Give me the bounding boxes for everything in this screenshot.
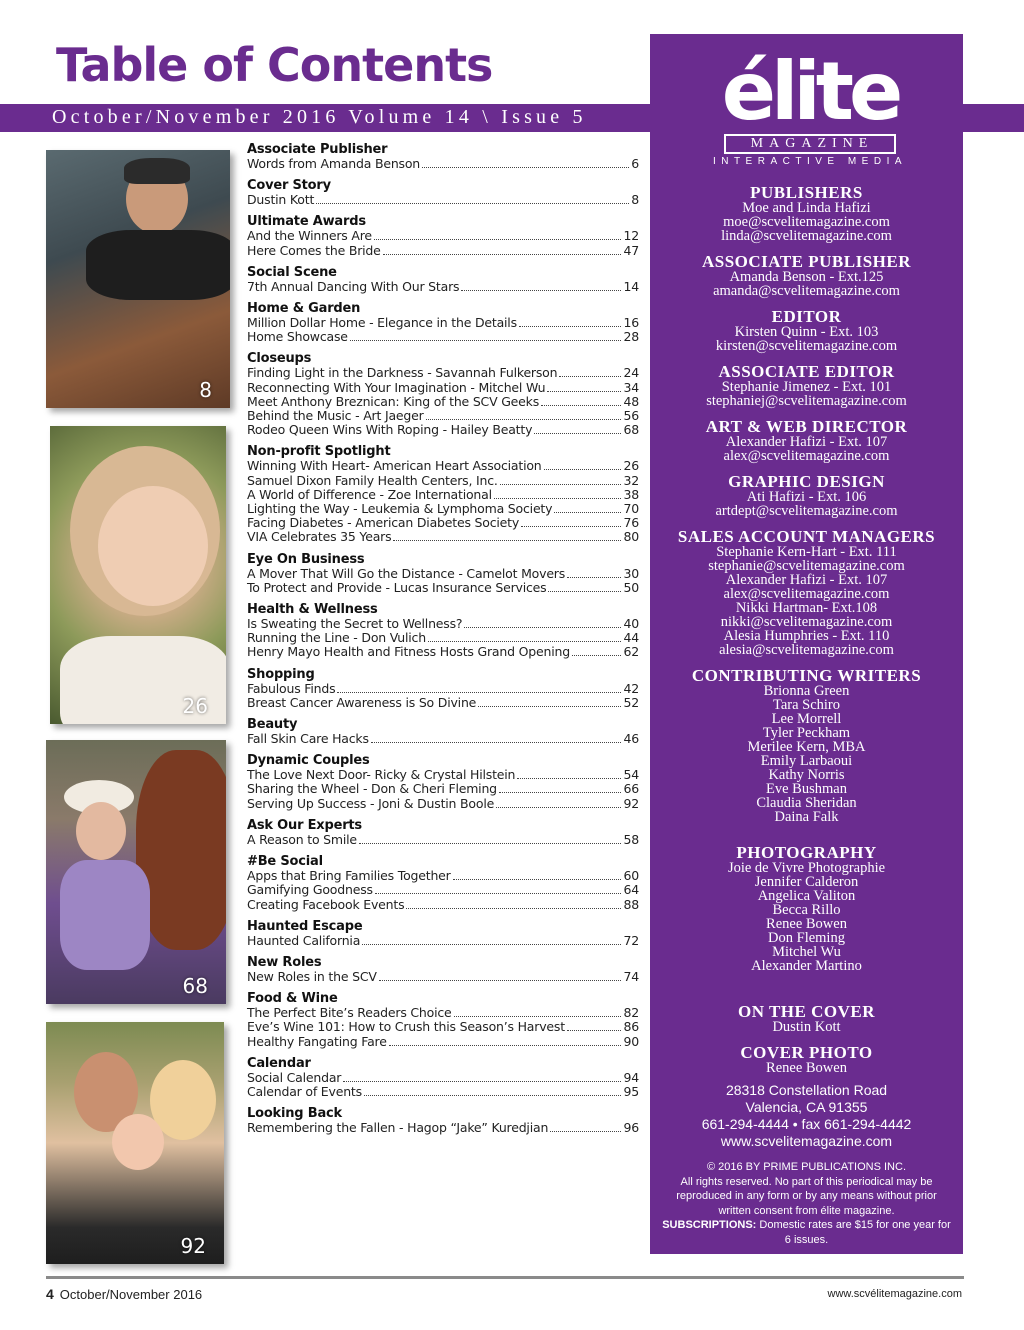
toc-entry-page: 44: [623, 630, 639, 646]
toc-entry-title: Social Calendar: [247, 1069, 342, 1085]
toc-entry-page: 47: [623, 242, 639, 258]
staff-heading: PHOTOGRAPHY: [736, 843, 877, 862]
dot-leader: [383, 244, 622, 255]
address-line: 28318 Constellation Road: [725, 1082, 888, 1098]
legal-notice: [660, 1160, 953, 1247]
toc-entry[interactable]: [247, 409, 639, 423]
toc-entry-title: Facing Diabetes - American Diabetes Society: [247, 515, 520, 531]
staff-name: Renee Bowen: [766, 916, 847, 932]
dot-leader: [567, 1020, 622, 1031]
contact-info: [650, 1082, 963, 1150]
toc-section: [247, 602, 639, 660]
toc-entry-page: 74: [623, 968, 639, 984]
staff-heading: ART & WEB DIRECTOR: [705, 417, 908, 436]
toc-entry-title: Creating Facebook Events: [247, 896, 405, 912]
staff-name: Brionna Green: [763, 683, 850, 699]
dot-leader: [496, 797, 621, 808]
dot-leader: [422, 157, 629, 168]
staff-block: [650, 473, 963, 518]
staff-block: [650, 1003, 963, 1034]
toc-section: [247, 552, 639, 595]
toc-entry-title: 7th Annual Dancing With Our Stars: [247, 278, 460, 294]
dot-leader: [559, 366, 621, 377]
staff-name: Ati Hafizi - Ext. 106: [746, 489, 867, 505]
dot-leader: [379, 970, 622, 981]
dot-leader: [350, 330, 622, 341]
toc-section: [247, 351, 639, 437]
toc-entry-page: 8: [631, 192, 639, 208]
staff-email[interactable]: moe@scvelitemagazine.com: [723, 214, 890, 230]
toc-entry-title: Rodeo Queen Wins With Roping - Hailey Beatty: [247, 422, 533, 438]
dot-leader: [499, 782, 622, 793]
dot-leader: [544, 459, 622, 470]
staff-heading: PUBLISHERS: [750, 183, 863, 202]
staff-name: Becca Rillo: [772, 902, 841, 918]
toc-section-title: Shopping: [247, 666, 315, 682]
toc-entry[interactable]: [247, 934, 639, 948]
masthead-panel: [650, 34, 963, 1254]
toc-entry[interactable]: [247, 1020, 639, 1034]
toc-section-title: Looking Back: [247, 1106, 342, 1122]
toc-entry[interactable]: [247, 617, 639, 631]
staff-heading: ASSOCIATE EDITOR: [718, 362, 895, 381]
staff-heading: SALES ACCOUNT MANAGERS: [677, 527, 936, 546]
toc-entry[interactable]: [247, 280, 639, 294]
staff-name: Kathy Norris: [768, 767, 845, 783]
staff-block: [650, 253, 963, 298]
toc-entry-page: 72: [623, 932, 639, 948]
photo-page-number: 8: [199, 378, 212, 402]
staff-email[interactable]: alesia@scvelitemagazine.com: [719, 642, 894, 658]
toc-section: [247, 818, 639, 847]
toc-entry-title: A Mover That Will Go the Distance - Camelot Movers: [247, 565, 566, 581]
toc-section: [247, 1056, 639, 1099]
toc-entry[interactable]: [247, 244, 639, 258]
dot-leader: [548, 581, 621, 592]
toc-entry-title: Here Comes the Bride: [247, 242, 381, 258]
toc-entry-page: 24: [623, 365, 639, 381]
toc-entry-title: Breast Cancer Awareness is So Divine: [247, 694, 477, 710]
toc-entry-title: Serving Up Success - Joni & Dustin Boole: [247, 795, 495, 811]
toc-entry-page: 54: [623, 767, 639, 783]
toc-entry[interactable]: [247, 898, 639, 912]
toc-section: [247, 444, 639, 544]
staff-name: Amanda Benson - Ext.125: [729, 269, 884, 285]
toc-entry[interactable]: [247, 782, 639, 796]
toc-section: [247, 919, 639, 948]
toc-section: [247, 1106, 639, 1135]
staff-name: Alexander Hafizi - Ext. 107: [725, 572, 888, 588]
dot-leader: [337, 682, 621, 693]
dot-leader: [454, 1006, 622, 1017]
toc-section-title: Closeups: [247, 351, 312, 367]
toc-entry-title: Apps that Bring Families Together: [247, 868, 451, 884]
staff-heading: GRAPHIC DESIGN: [728, 472, 885, 491]
toc-entry[interactable]: [247, 474, 639, 488]
staff-block: [650, 308, 963, 353]
staff-heading: COVER PHOTO: [740, 1043, 873, 1062]
toc-entry-title: Fall Skin Care Hacks: [247, 731, 369, 747]
toc-entry[interactable]: [247, 381, 639, 395]
footer-issue: October/November 2016: [59, 1287, 203, 1302]
toc-entry[interactable]: [247, 395, 639, 409]
dot-leader: [389, 1035, 622, 1046]
toc-entry-title: Remembering the Fallen - Hagop “Jake” Kuredjian: [247, 1120, 549, 1136]
toc-entry[interactable]: [247, 645, 639, 659]
toc-entry-title: Is Sweating the Secret to Wellness?: [247, 616, 463, 632]
photo-cover-story[interactable]: [46, 150, 230, 408]
toc-entry[interactable]: [247, 1121, 639, 1135]
toc-section: [247, 142, 639, 171]
toc-entry[interactable]: [247, 330, 639, 344]
toc-section: [247, 265, 639, 294]
photo-page-number: 92: [180, 1234, 206, 1258]
toc-entry[interactable]: [247, 488, 639, 502]
toc-entry[interactable]: [247, 1085, 639, 1099]
dot-leader: [362, 934, 621, 945]
toc-section: [247, 301, 639, 344]
dot-leader: [500, 474, 622, 485]
staff-name: Nikki Hartman- Ext.108: [735, 600, 878, 616]
toc-entry-title: Calendar of Events: [247, 1083, 362, 1099]
toc-entry[interactable]: [247, 869, 639, 883]
footer-folio: [46, 1286, 202, 1302]
toc-section-title: Dynamic Couples: [247, 753, 370, 769]
staff-name: Jennifer Calderon: [754, 874, 859, 890]
dot-leader: [550, 1121, 621, 1132]
toc-entry[interactable]: [247, 567, 639, 581]
toc-entry-page: 12: [623, 228, 639, 244]
staff-email[interactable]: linda@scvelitemagazine.com: [721, 228, 892, 244]
toc-entry-page: 92: [623, 795, 639, 811]
toc-entry-page: 48: [623, 393, 639, 409]
staff-email[interactable]: stephanie@scvelitemagazine.com: [708, 558, 905, 574]
dot-leader: [406, 898, 621, 909]
staff-name: Lee Morrell: [771, 711, 842, 727]
toc-entry-page: 40: [623, 616, 639, 632]
toc-entry[interactable]: [247, 631, 639, 645]
toc-section: [247, 854, 639, 912]
toc-entry-page: 56: [623, 408, 639, 424]
toc-entry-title: Running the Line - Don Vulich: [247, 630, 426, 646]
toc-section-title: Beauty: [247, 717, 298, 733]
dot-leader: [494, 488, 622, 499]
toc-section-title: Cover Story: [247, 178, 331, 194]
staff-name: Alexander Martino: [751, 958, 862, 974]
photo-child-portrait[interactable]: [50, 426, 226, 724]
toc-entry-title: Winning With Heart- American Heart Association: [247, 458, 542, 474]
toc-entry-page: 46: [623, 731, 639, 747]
dot-leader: [393, 530, 621, 541]
toc-entry-title: Henry Mayo Health and Fitness Hosts Grand Opening: [247, 644, 570, 660]
toc-entry-page: 38: [623, 486, 639, 502]
toc-entry[interactable]: [247, 1035, 639, 1049]
city-line: Valencia, CA 91355: [745, 1099, 868, 1115]
staff-block: [650, 418, 963, 463]
subscriptions-text: [660, 1218, 953, 1247]
toc-entry-title: Sharing the Wheel - Don & Cheri Fleming: [247, 781, 497, 797]
staff-name: Kirsten Quinn - Ext. 103: [734, 324, 879, 340]
logo-tagline: INTERACTIVE MEDIA: [712, 156, 908, 167]
toc-entry-title: New Roles in the SCV: [247, 968, 377, 984]
toc-section-title: #Be Social: [247, 854, 323, 870]
staff-name: Don Fleming: [768, 930, 845, 946]
toc-section-title: New Roles: [247, 954, 322, 970]
toc-entry-title: Eve’s Wine 101: How to Crush this Season’s Harvest: [247, 1019, 565, 1035]
dot-leader: [519, 316, 622, 327]
toc-entry-page: 50: [623, 579, 639, 595]
toc-section-title: Associate Publisher: [247, 142, 388, 157]
staff-name: Stephanie Jimenez - Ext. 101: [721, 379, 892, 395]
page-title: Table of Contents: [56, 38, 493, 92]
toc-entry-title: Million Dollar Home - Elegance in the Details: [247, 315, 517, 331]
dot-leader: [453, 869, 622, 880]
photo-rodeo-queen[interactable]: [46, 740, 226, 1004]
issue-line: October/November 2016 Volume 14 \ Issue 5: [52, 106, 587, 128]
toc-entry-title: Meet Anthony Breznican: King of the SCV Geeks: [247, 393, 540, 409]
staff-email[interactable]: kirsten@scvelitemagazine.com: [715, 338, 898, 354]
staff-heading: CONTRIBUTING WRITERS: [691, 666, 922, 685]
toc-section: [247, 214, 639, 257]
staff-block: [650, 528, 963, 657]
copyright-line: © 2016 BY PRIME PUBLICATIONS INC.: [706, 1161, 907, 1173]
toc-entry-page: 52: [623, 694, 639, 710]
toc-entry[interactable]: [247, 682, 639, 696]
staff-block: [650, 1044, 963, 1075]
toc-entry[interactable]: [247, 459, 639, 473]
toc-entry-page: 68: [623, 422, 639, 438]
toc-section: [247, 717, 639, 746]
toc-entry[interactable]: [247, 1071, 639, 1085]
toc-section-title: Home & Garden: [247, 301, 361, 317]
subscriptions-rates: Domestic rates are $15 for one year for 6 issues.: [759, 1219, 951, 1246]
photo-page-number: 68: [182, 974, 208, 998]
toc-entry-title: And the Winners Are: [247, 228, 372, 244]
dot-leader: [541, 395, 621, 406]
staff-email[interactable]: stephaniej@scvelitemagazine.com: [706, 393, 907, 409]
dot-leader: [534, 423, 621, 434]
footer-rule: [46, 1276, 964, 1279]
toc-entry[interactable]: [247, 157, 639, 171]
toc-entry[interactable]: [247, 502, 639, 516]
dot-leader: [364, 1085, 622, 1096]
toc-entry[interactable]: [247, 768, 639, 782]
photo-family[interactable]: [46, 1022, 224, 1264]
toc-entry-page: 70: [623, 501, 639, 517]
toc-entry-title: Behind the Music - Art Jaeger: [247, 408, 424, 424]
toc-list: [247, 142, 639, 1142]
toc-entry-page: 94: [623, 1069, 639, 1085]
staff-email[interactable]: alex@scvelitemagazine.com: [723, 586, 890, 602]
logo-wordmark: élite: [721, 45, 899, 138]
toc-entry-page: 14: [623, 278, 639, 294]
toc-entry-title: Dustin Kott: [247, 192, 315, 208]
toc-section-title: Eye On Business: [247, 551, 365, 567]
photo-page-number: 26: [182, 694, 208, 718]
toc-entry-page: 86: [623, 1019, 639, 1035]
toc-entry-title: A World of Difference - Zoe International: [247, 486, 492, 502]
toc-entry-title: Healthy Fangating Fare: [247, 1033, 387, 1049]
toc-section-title: Food & Wine: [247, 991, 338, 1007]
footer-url[interactable]: www.scvélitemagazine.com: [827, 1288, 962, 1300]
toc-entry-title: Finding Light in the Darkness - Savannah Fulkerson: [247, 365, 558, 381]
dot-leader: [428, 631, 622, 642]
toc-entry-page: 26: [623, 458, 639, 474]
staff-name: Stephanie Kern-Hart - Ext. 111: [716, 544, 897, 560]
dot-leader: [359, 833, 622, 844]
dot-leader: [517, 768, 621, 779]
dot-leader: [374, 229, 622, 240]
dot-leader: [371, 732, 622, 743]
toc-entry-page: 6: [631, 156, 639, 171]
toc-section-title: Ask Our Experts: [247, 817, 362, 833]
staff-email[interactable]: alex@scvelitemagazine.com: [723, 448, 890, 464]
dot-leader: [567, 567, 621, 578]
toc-section-title: Haunted Escape: [247, 918, 363, 934]
toc-entry-page: 34: [623, 379, 639, 395]
toc-entry-page: 66: [623, 781, 639, 797]
toc-entry-title: Words from Amanda Benson: [247, 156, 421, 171]
toc-entry[interactable]: [247, 696, 639, 710]
toc-section: [247, 667, 639, 710]
toc-section-title: Health & Wellness: [247, 602, 378, 618]
phone-line: 661-294-4444 • fax 661-294-4442: [701, 1116, 912, 1132]
dot-leader: [426, 409, 622, 420]
staff-name: Eve Bushman: [766, 781, 847, 797]
elite-logo: [710, 45, 910, 167]
staff-name: Renee Bowen: [766, 1060, 847, 1076]
staff-heading: ASSOCIATE PUBLISHER: [702, 252, 911, 271]
dot-leader: [375, 883, 622, 894]
dot-leader: [547, 381, 621, 392]
toc-entry[interactable]: [247, 1006, 639, 1020]
toc-entry-page: 58: [623, 831, 639, 847]
dot-leader: [521, 516, 621, 527]
toc-entry-page: 16: [623, 315, 639, 331]
toc-entry[interactable]: [247, 732, 639, 746]
toc-section: [247, 991, 639, 1049]
toc-entry-page: 76: [623, 515, 639, 531]
toc-entry-title: Samuel Dixon Family Health Centers, Inc.: [247, 472, 498, 488]
subscriptions-label: SUBSCRIPTIONS:: [662, 1219, 757, 1231]
toc-entry-page: 88: [623, 896, 639, 912]
toc-entry-page: 96: [623, 1120, 639, 1136]
dot-leader: [572, 645, 622, 656]
toc-entry[interactable]: [247, 581, 639, 595]
toc-entry-title: A Reason to Smile: [247, 831, 357, 847]
toc-entry-title: The Perfect Bite’s Readers Choice: [247, 1005, 452, 1021]
staff-name: Alexander Hafizi - Ext. 107: [725, 434, 888, 450]
toc-entry[interactable]: [247, 316, 639, 330]
staff-name: Tyler Peckham: [762, 725, 851, 741]
staff-email[interactable]: artdept@scvelitemagazine.com: [715, 503, 898, 519]
page-number: 4: [46, 1286, 54, 1302]
dot-leader: [478, 696, 621, 707]
staff-name: Emily Larbaoui: [760, 753, 853, 769]
dot-leader: [461, 280, 621, 291]
toc-entry-title: To Protect and Provide - Lucas Insurance Services: [247, 579, 547, 595]
toc-entry-title: VIA Celebrates 35 Years: [247, 529, 392, 545]
dot-leader: [316, 193, 629, 204]
toc-entry[interactable]: [247, 797, 639, 811]
logo-subtitle: MAGAZINE: [724, 134, 896, 154]
toc-entry-title: The Love Next Door- Ricky & Crystal Hilstein: [247, 767, 516, 783]
toc-entry-title: Reconnecting With Your Imagination - Mitchel Wu: [247, 379, 546, 395]
toc-section: [247, 955, 639, 984]
staff-name: Dustin Kott: [772, 1019, 841, 1035]
toc-entry[interactable]: [247, 516, 639, 530]
toc-entry-page: 62: [623, 644, 639, 660]
toc-entry[interactable]: [247, 530, 639, 544]
toc-entry-page: 30: [623, 565, 639, 581]
staff-name: Mitchel Wu: [772, 944, 841, 960]
toc-entry-page: 60: [623, 868, 639, 884]
dot-leader: [343, 1071, 621, 1082]
website-link[interactable]: www.scvelitemagazine.com: [720, 1133, 893, 1149]
toc-entry-title: Lighting the Way - Leukemia & Lymphoma Society: [247, 501, 553, 517]
toc-section-title: Calendar: [247, 1055, 311, 1071]
staff-name: Claudia Sheridan: [756, 795, 857, 811]
toc-section-title: Non-profit Spotlight: [247, 444, 391, 460]
staff-name: Merilee Kern, MBA: [747, 739, 866, 755]
toc-entry-page: 64: [623, 882, 639, 898]
toc-entry[interactable]: [247, 423, 639, 437]
toc-entry[interactable]: [247, 833, 639, 847]
toc-entry-page: 82: [623, 1005, 639, 1021]
toc-entry-title: Home Showcase: [247, 329, 348, 345]
toc-entry-title: Gamifying Goodness: [247, 882, 373, 898]
toc-entry[interactable]: [247, 883, 639, 897]
toc-entry-title: Haunted California: [247, 932, 361, 948]
staff-name: Joie de Vivre Photographie: [727, 860, 886, 876]
dot-leader: [464, 617, 621, 628]
staff-email[interactable]: nikki@scvelitemagazine.com: [720, 614, 893, 630]
toc-entry-page: 80: [623, 529, 639, 545]
toc-entry-page: 42: [623, 680, 639, 696]
staff-block: [650, 667, 963, 824]
toc-entry-page: 28: [623, 329, 639, 345]
staff-name: Moe and Linda Hafizi: [742, 200, 871, 216]
staff-block: [650, 363, 963, 408]
toc-entry[interactable]: [247, 229, 639, 243]
staff-name: Daina Falk: [774, 809, 839, 825]
dot-leader: [554, 502, 621, 513]
toc-section-title: Ultimate Awards: [247, 214, 366, 230]
staff-heading: ON THE COVER: [738, 1002, 875, 1021]
toc-entry[interactable]: [247, 193, 639, 207]
toc-entry-page: 95: [623, 1083, 639, 1099]
toc-section: [247, 753, 639, 811]
staff-heading: EDITOR: [771, 307, 842, 326]
staff-block: [650, 184, 963, 243]
toc-section-title: Social Scene: [247, 264, 337, 280]
staff-list: [650, 184, 963, 1085]
staff-email[interactable]: amanda@scvelitemagazine.com: [713, 283, 900, 299]
staff-name: Tara Schiro: [772, 697, 841, 713]
toc-entry-page: 90: [623, 1033, 639, 1049]
toc-entry[interactable]: [247, 970, 639, 984]
staff-block: [650, 844, 963, 973]
toc-entry-title: Fabulous Finds: [247, 680, 336, 696]
toc-entry-page: 32: [623, 472, 639, 488]
staff-name: Angelica Valiton: [757, 888, 856, 904]
toc-entry[interactable]: [247, 366, 639, 380]
toc-section: [247, 178, 639, 207]
staff-name: Alesia Humphries - Ext. 110: [723, 628, 890, 644]
rights-text: All rights reserved. No part of this periodical may be reproduced in any form or by any means without prior written consent from élite magazine.: [676, 1175, 937, 1217]
